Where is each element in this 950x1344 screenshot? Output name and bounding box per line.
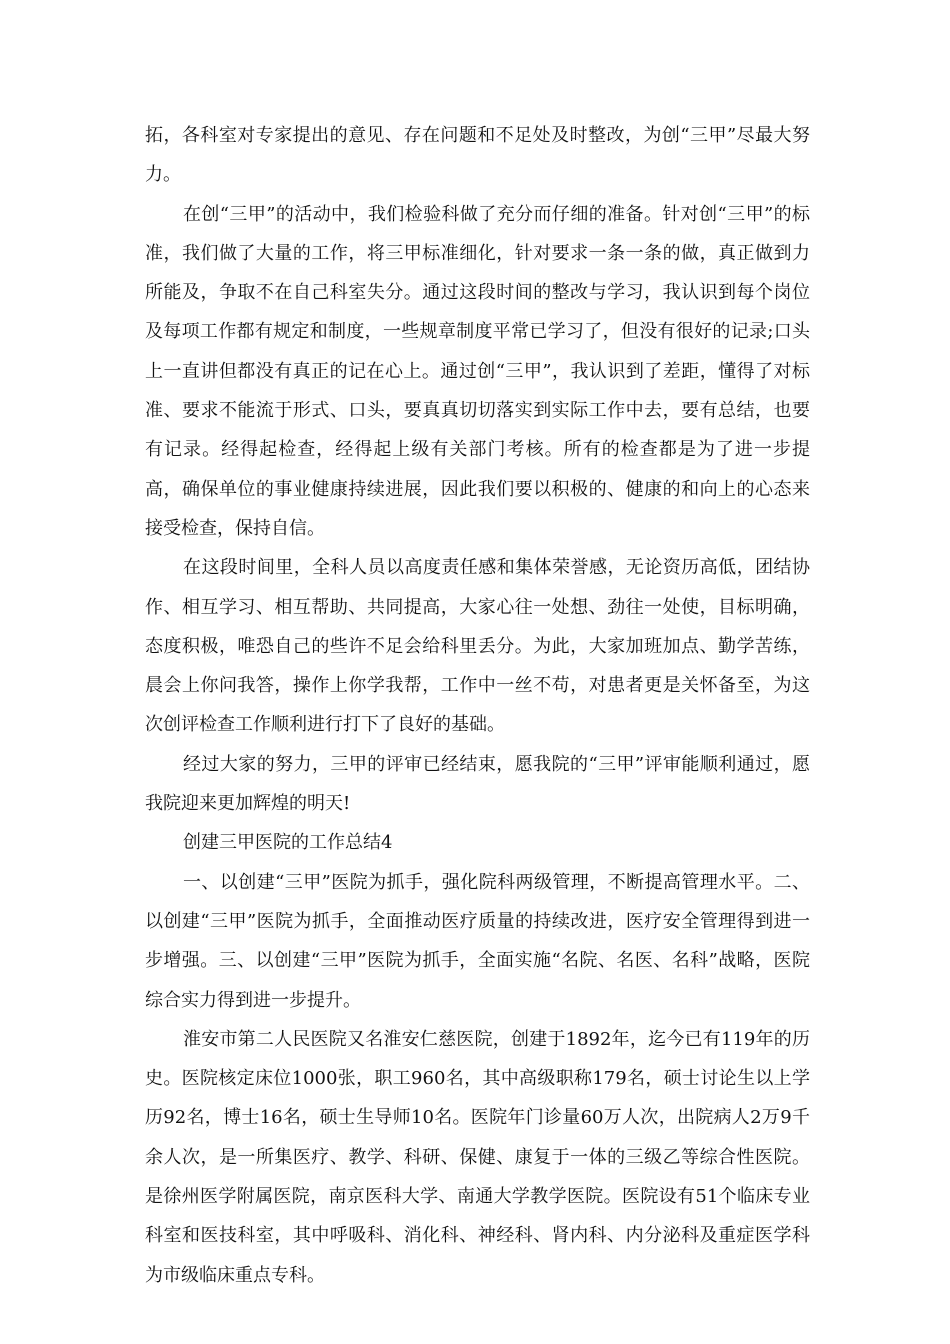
paragraph-5: 一、以创建“三甲”医院为抓手，强化院科两级管理，不断提高管理水平。二、以创建“三甲”医院为抓手，全面推动医疗质量的持续改进，医疗安全管理得到进一步增强。三、以创建“三甲”医院为抓手，全面实施“名院、名医、名科”战略，医院综合实力得到进一步提升。	[145, 871, 810, 1011]
paragraph-4: 经过大家的努力，三甲的评审已经结束，愿我院的“三甲”评审能顺利通过，愿我院迎来更加辉煌的明天!	[145, 753, 810, 815]
paragraph-1: 拓，各科室对专家提出的意见、存在问题和不足处及时整改，为创“三甲”尽最大努力。	[145, 125, 810, 186]
paragraph-2: 在创“三甲”的活动中，我们检验科做了充分而仔细的准备。针对创“三甲”的标准，我们做了大量的工作，将三甲标准细化，针对要求一条一条的做，真正做到力所能及，争取不在自己科室失分。通过这段时间的整改与学习，我认识到每个岗位及每项工作都有规定和制度，一些规章制度平常已学习了，但没有很好的记录;口头上一直讲但都没有真正的记在心上。通过创“三甲”，我认识到了差距，懂得了对标准、要求不能流于形式、口头，要真真切切落实到实际工作中去，要有总结，也要有记录。经得起检查，经得起上级有关部门考核。所有的检查都是为了进一步提高，确保单位的事业健康持续进展，因此我们要以积极的、健康的和向上的心态来接受检查，保持自信。	[145, 203, 810, 539]
section-heading: 创建三甲医院的工作总结4	[183, 832, 393, 854]
paragraph-6: 淮安市第二人民医院又名淮安仁慈医院，创建于1892年，迄今已有119年的历史。医院核定床位1000张，职工960名，其中高级职称179名，硕士讨论生以上学历92名，博士16名，硕士生导师10名。医院年门诊量60万人次，出院病人2万9千余人次，是一所集医疗、教学、科研、保健、康复于一体的三级乙等综合性医院。是徐州医学附属医院，南京医科大学、南通大学教学医院。医院设有51个临床专业科室和医技科室，其中呼吸科、消化科、神经科、肾内科、内分泌科及重症医学科为市级临床重点专科。	[145, 1028, 810, 1286]
paragraph-3: 在这段时间里，全科人员以高度责任感和集体荣誉感，无论资历高低，团结协作、相互学习、相互帮助、共同提高，大家心往一处想、劲往一处使，目标明确，态度积极，唯恐自己的些许不足会给科里丢分。为此，大家加班加点、勤学苦练，晨会上你问我答，操作上你学我帮，工作中一丝不苟，对患者更是关怀备至，为这次创评检查工作顺利进行打下了良好的基础。	[145, 557, 810, 736]
document-body	[145, 116, 810, 1295]
